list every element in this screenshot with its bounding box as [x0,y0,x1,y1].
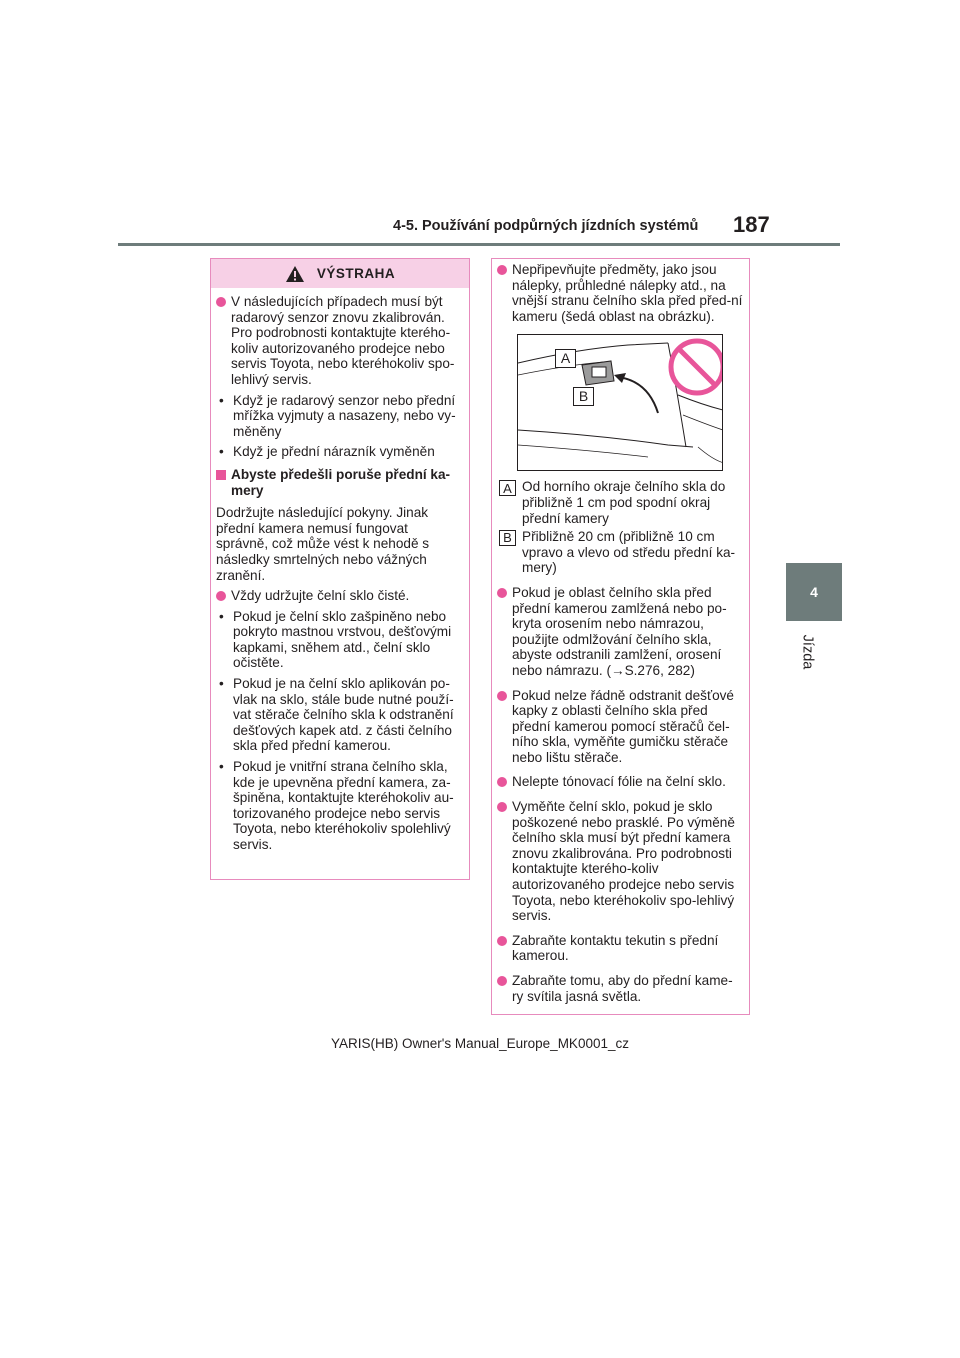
bullet-square [216,470,226,480]
legend-item-a [497,479,743,526]
bullet-circle [497,802,507,812]
bullet-circle [497,588,507,598]
subheading [216,467,463,498]
legend-item-b [497,529,743,576]
section-title: 4-5. Používání podpůrných jízdních systémů [393,218,699,234]
bullet-circle [497,777,507,787]
sub-item [216,759,463,853]
warning-header [211,259,469,288]
item-text: Dodržujte následující pokyny. Jinak přední kamera nemusí fungovat správně, což může vést k nehodě s následky smrtelných nebo vážných zranění. [216,505,430,583]
figure-label-a: A [555,349,576,368]
bullet-circle [497,265,507,275]
windshield-illustration [518,335,723,471]
header-rule [118,243,840,246]
item-text: Pokud je na čelní sklo aplikován po-vlak na sklo, stále bude nutné použí-vat stěrače čelního skla k odstranění dešťových kapek atd. z části čelního skla před přední kamerou. [233,676,454,754]
footer-text: YARIS(HB) Owner's Manual_Europe_MK0001_cz [331,1036,629,1051]
bullet-dot: • [219,392,224,408]
item-text: Pokud je oblast čelního skla před přední kamerou zamlžená nebo po-kryta orosením nebo námrazou, použijte odmlžování čelního skla, abyste odstranili zamlžení, orosení nebo námrazu. (→S.276, 282) [512,584,727,678]
legend-label-a: A [499,480,516,496]
list-item [497,688,743,766]
item-text: Vždy udržujte čelní sklo čisté. [231,588,410,604]
chapter-label-text: Jízda [799,634,816,670]
warning-box [210,258,470,880]
legend-text-a: Od horního okraje čelního skla do přibližně 1 cm pod spodní okraj přední kamery [522,479,726,526]
notice-box [491,258,750,1015]
bullet-dot: • [219,676,224,692]
item-text: Vyměňte čelní sklo, pokud je sklo poškozené nebo prasklé. Po výměně čelního skla musí být přední kamera znovu zkalibrována. Pro podrobnosti kontaktujte kterého-koliv autorizovaného prodejce nebo servis Toyota, nebo kteréhokoliv spo-lehlivý servis. [512,799,735,924]
bullet-circle [216,297,226,307]
list-item [497,585,743,679]
notice-content [492,262,749,1004]
item-text: Abyste předešli poruše přední ka-mery [231,466,451,498]
list-item [497,262,743,324]
list-item [216,294,463,388]
bullet-circle [497,691,507,701]
chapter-tab: 4 [786,563,842,621]
notice-list [497,585,743,1004]
list-item [497,799,743,924]
bullet-dot: • [219,444,224,460]
bullet-circle [497,936,507,946]
bullet-dot: • [219,608,224,624]
item-text: Pokud nelze řádně odstranit dešťové kapky z oblasti čelního skla před přední kamerou pomocí stěračů čel-ního skla, vyměňte gumičku stěrače nebo lištu stěrače. [512,687,734,765]
intro-text: Nepřipevňujte předměty, jako jsou nálepky, průhledné nálepky atd., na vnější stranu čelního skla před před-ní kameru (šedá oblast na obrázku). [512,262,743,324]
item-text: Nelepte tónovací fólie na čelní sklo. [512,774,726,790]
sub-item [216,609,463,671]
paragraph [216,505,463,583]
legend-text-b: Přibližně 20 cm (přibližně 10 cm vpravo a vlevo od středu přední ka-mery) [522,529,736,576]
item-text: Zabraňte tomu, aby do přední kame-ry svítila jasná světla. [512,973,733,1004]
list-item [216,588,463,604]
item-text: Pokud je vnitřní strana čelního skla, kde je upevněna přední kamera, za-špiněna, kontaktujte kteréhokoliv au-torizovaného prodejce nebo servis Toyota, nebo kteréhokoliv spolehlivý servis. [233,759,454,852]
sub-item [216,444,463,460]
item-text: V následujících případech musí být radarový senzor znovu zkalibrován. Pro podrobnosti kontaktujte kterého-koliv autorizovaného prodejce nebo servis Toyota, nebo kteréhokoliv spo-lehlivý servis. [231,294,455,387]
legend-label-b: B [499,530,516,546]
sub-item [216,676,463,754]
warning-content [211,294,469,853]
warning-triangle-icon [285,265,305,283]
bullet-dot: • [219,759,224,775]
list-item [497,973,743,1004]
warning-title: VÝSTRAHA [316,266,396,281]
item-text: Když je radarový senzor nebo přední mřížka vyjmuty a nasazeny, nebo vy-měněny [233,392,456,439]
figure-label-b: B [573,387,594,406]
page-number: 187 [733,212,770,237]
list-item [497,933,743,964]
item-text: Pokud je čelní sklo zašpiněno nebo pokryto mastnou vrstvou, dešťovými kapkami, sněhem atd., čelní sklo očistěte. [233,608,452,671]
item-text: Když je přední nárazník vyměněn [233,444,435,460]
item-text: Zabraňte kontaktu tekutin s přední kamerou. [512,932,719,964]
chapter-label [800,626,830,686]
windshield-figure [517,334,723,471]
bullet-circle [497,976,507,986]
list-item [497,774,743,790]
sub-item [216,393,463,440]
bullet-circle [216,591,226,601]
